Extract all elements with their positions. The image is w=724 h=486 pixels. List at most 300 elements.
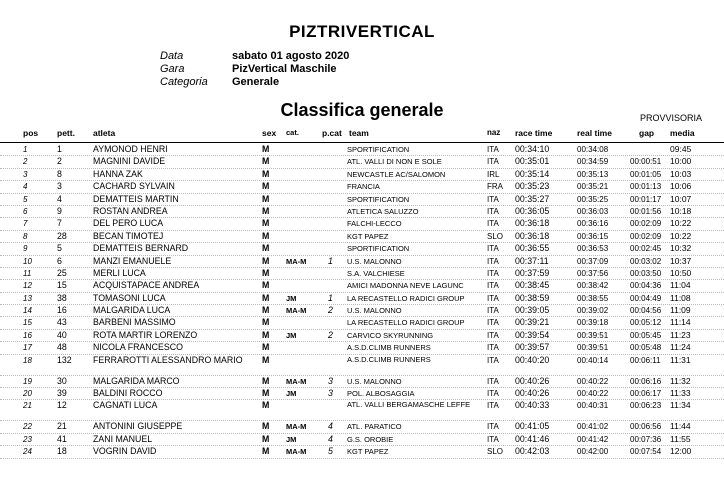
cell-race-time: 00:34:10 [515, 144, 550, 154]
cell-nation: ITA [487, 256, 499, 266]
cell-sex: M [262, 205, 270, 216]
cell-sex: M [262, 342, 270, 353]
cell-bib: 15 [57, 280, 67, 291]
cell-bib: 40 [57, 329, 67, 340]
cell-media: 10:03 [670, 168, 692, 179]
cell-race-time: 00:39:05 [515, 305, 550, 316]
cell-team: ATL. PARATICO [347, 422, 402, 432]
cell-race-time: 00:35:23 [515, 181, 550, 192]
cell-gap: 00:01:56 [630, 206, 662, 216]
cell-nation: ITA [487, 306, 499, 316]
cell-athlete: MERLI LUCA [93, 267, 146, 278]
cell-team: POL. ALBOSAGGIA [347, 389, 415, 399]
cell-team: AMICI MADONNA NEVE LAGUNC [347, 281, 464, 291]
cell-pos: 5 [23, 194, 28, 204]
table-row [0, 388, 724, 400]
cell-pos: 8 [23, 231, 28, 241]
cell-athlete: ANTONINI GIUSEPPE [93, 421, 183, 432]
table-row [0, 400, 724, 421]
cell-race-time: 00:40:33 [515, 400, 550, 411]
cell-sex: M [262, 267, 270, 278]
cell-real-time: 00:37:09 [577, 256, 609, 266]
cell-nation: ITA [487, 376, 499, 386]
col-media: media [670, 128, 695, 138]
cell-gap: 00:06:56 [630, 422, 662, 432]
cell-media: 11:32 [670, 375, 691, 386]
cell-bib: 21 [57, 421, 67, 432]
cell-athlete: DEMATTEIS BERNARD [93, 243, 189, 254]
cell-pos: 2 [23, 157, 28, 167]
cell-media: 10:37 [670, 255, 692, 266]
table-row [0, 434, 724, 446]
cell-athlete: CAGNATI LUCA [93, 400, 158, 411]
cell-race-time: 00:41:46 [515, 433, 550, 444]
cell-athlete: MALGARIDA MARCO [93, 375, 180, 386]
cell-nation: IRL [487, 169, 500, 179]
cell-team: ATL. VALLI DI NON E SOLE [347, 157, 442, 167]
cell-gap: 00:07:54 [630, 447, 662, 457]
cell-real-time: 00:36:53 [577, 244, 609, 254]
cell-category: MA-M [286, 256, 307, 266]
cell-real-time: 00:41:02 [577, 422, 609, 432]
table-row [0, 256, 724, 268]
cell-race-time: 00:41:05 [515, 421, 550, 432]
cell-real-time: 00:36:16 [577, 219, 609, 229]
cell-category: JM [286, 389, 297, 399]
cell-sex: M [262, 375, 270, 386]
cell-pos: 3 [23, 169, 28, 179]
cell-athlete: AYMONOD HENRI [93, 144, 168, 154]
cell-real-time: 00:40:14 [577, 355, 609, 365]
cell-team: G.S. OROBIE [347, 434, 394, 444]
cell-media: 11:44 [670, 421, 691, 432]
cell-athlete: HANNA ZAK [93, 168, 143, 179]
cell-pos: 19 [23, 376, 32, 386]
col-cat: cat. [286, 128, 299, 137]
cell-nation: ITA [487, 194, 499, 204]
cell-pos: 21 [23, 401, 32, 411]
cell-pos: 13 [23, 293, 32, 303]
cell-sex: M [262, 388, 270, 399]
status-label: PROVVISORIA [639, 113, 702, 123]
cell-nation: ITA [487, 219, 499, 229]
col-pett: pett. [57, 128, 75, 138]
cell-team: U.S. MALONNO [347, 256, 402, 266]
cell-athlete: DEMATTEIS MARTIN [93, 193, 179, 204]
cell-bib: 12 [57, 400, 67, 411]
table-row [0, 231, 724, 243]
table-row [0, 317, 724, 329]
cell-media: 11:23 [670, 329, 691, 340]
cell-sex: M [262, 421, 270, 432]
cell-team: A.S.D.CLIMB RUNNERS [347, 343, 431, 353]
cell-category: JM [286, 330, 297, 340]
cell-category-pos: 2 [328, 329, 333, 340]
cell-athlete: DEL PERO LUCA [93, 218, 164, 229]
cell-pos: 10 [23, 256, 32, 266]
cell-sex: M [262, 433, 270, 444]
cell-athlete: BARBENI MASSIMO [93, 317, 176, 328]
cell-race-time: 00:39:21 [515, 317, 550, 328]
cell-media: 10:32 [670, 243, 692, 254]
col-pcat: p.cat [322, 128, 342, 138]
table-row [0, 268, 724, 280]
cell-media: 11:04 [670, 280, 691, 291]
cell-race-time: 00:40:20 [515, 354, 550, 365]
cell-race-time: 00:39:57 [515, 342, 550, 353]
cell-category-pos: 3 [328, 388, 333, 399]
cell-athlete: MAGNINI DAVIDE [93, 156, 166, 167]
cell-nation: ITA [487, 318, 499, 328]
col-pos: pos [23, 128, 39, 138]
meta-label: Categoria [160, 76, 208, 88]
cell-nation: SLO [487, 447, 504, 457]
cell-media: 10:06 [670, 181, 692, 192]
cell-bib: 39 [57, 388, 67, 399]
cell-bib: 48 [57, 342, 67, 353]
cell-sex: M [262, 168, 270, 179]
cell-media: 11:09 [670, 305, 691, 316]
cell-nation: ITA [487, 330, 499, 340]
cell-pos: 14 [23, 306, 32, 316]
cell-media: 09:45 [670, 144, 692, 154]
meta-value: PizVertical Maschile [232, 63, 337, 75]
cell-sex: M [262, 193, 270, 204]
table-row [0, 421, 724, 433]
cell-team: SPORTIFICATION [347, 244, 410, 254]
cell-pos: 11 [23, 268, 32, 278]
table-row [0, 206, 724, 218]
col-gap: gap [639, 128, 655, 138]
cell-pos: 23 [23, 434, 32, 444]
cell-race-time: 00:36:55 [515, 243, 550, 254]
cell-gap: 00:03:02 [630, 256, 662, 266]
meta-date [160, 50, 349, 63]
cell-team: FALCHI-LECCO [347, 219, 402, 229]
cell-sex: M [262, 292, 270, 303]
cell-nation: ITA [487, 343, 499, 353]
race-meta [160, 50, 349, 89]
cell-category: MA-M [286, 376, 307, 386]
cell-real-time: 00:40:22 [577, 389, 609, 399]
cell-media: 10:07 [670, 193, 692, 204]
cell-gap: 00:01:13 [630, 182, 662, 192]
cell-real-time: 00:35:13 [577, 169, 609, 179]
cell-bib: 25 [57, 267, 67, 278]
cell-real-time: 00:42:00 [577, 447, 609, 457]
cell-team: KGT PAPEZ [347, 447, 389, 457]
cell-media: 10:00 [670, 156, 692, 167]
ranking-title: Classifica generale [280, 100, 444, 120]
cell-gap: 00:06:17 [630, 389, 662, 399]
cell-sex: M [262, 305, 270, 316]
cell-bib: 5 [57, 243, 62, 254]
cell-race-time: 00:36:18 [515, 218, 550, 229]
cell-nation: ITA [487, 355, 499, 365]
cell-real-time: 00:41:42 [577, 434, 609, 444]
race-title: PIZTRIVERTICAL [289, 22, 435, 41]
cell-pos: 16 [23, 330, 32, 340]
cell-athlete: CACHARD SYLVAIN [93, 181, 175, 192]
cell-media: 11:33 [670, 388, 691, 399]
cell-pos: 1 [23, 145, 28, 154]
cell-real-time: 00:39:02 [577, 306, 609, 316]
cell-category-pos: 4 [328, 433, 333, 444]
cell-real-time: 00:39:51 [577, 330, 609, 340]
cell-real-time: 00:35:21 [577, 182, 609, 192]
cell-real-time: 00:35:25 [577, 194, 609, 204]
cell-team: S.A. VALCHIESE [347, 268, 405, 278]
cell-media: 10:22 [670, 230, 692, 241]
cell-bib: 3 [57, 181, 62, 192]
cell-sex: M [262, 400, 270, 411]
cell-real-time: 00:34:08 [577, 145, 609, 154]
cell-bib: 43 [57, 317, 67, 328]
cell-team: NEWCASTLE AC/SALOMON [347, 169, 446, 179]
cell-sex: M [262, 446, 270, 457]
cell-nation: FRA [487, 182, 503, 192]
table-row [0, 243, 724, 255]
cell-sex: M [262, 181, 270, 192]
cell-team: U.S. MALONNO [347, 376, 402, 386]
cell-athlete: MALGARIDA LUCA [93, 305, 171, 316]
cell-real-time: 00:37:56 [577, 268, 609, 278]
table-row [0, 330, 724, 342]
cell-pos: 9 [23, 244, 28, 254]
cell-media: 10:50 [670, 267, 692, 278]
cell-nation: ITA [487, 268, 499, 278]
cell-real-time: 00:34:59 [577, 157, 609, 167]
cell-race-time: 00:39:54 [515, 329, 550, 340]
results-table [0, 144, 724, 459]
table-row [0, 218, 724, 230]
cell-gap: 00:03:50 [630, 268, 662, 278]
cell-gap: 00:01:05 [630, 169, 662, 179]
cell-pos: 15 [23, 318, 32, 328]
cell-category-pos: 1 [328, 292, 333, 303]
table-row [0, 355, 724, 376]
cell-category-pos: 5 [328, 446, 333, 457]
cell-athlete: ACQUISTAPACE ANDREA [93, 280, 200, 291]
cell-real-time: 00:39:18 [577, 318, 609, 328]
cell-gap: 00:00:51 [630, 157, 662, 167]
cell-category: MA-M [286, 306, 307, 316]
cell-sex: M [262, 144, 270, 154]
table-row [0, 144, 724, 156]
cell-gap: 00:02:45 [630, 244, 662, 254]
cell-media: 11:34 [670, 400, 691, 411]
cell-nation: ITA [487, 401, 499, 411]
cell-bib: 18 [57, 446, 67, 457]
cell-race-time: 00:40:26 [515, 388, 550, 399]
cell-race-time: 00:35:27 [515, 193, 550, 204]
cell-bib: 38 [57, 292, 67, 303]
cell-category-pos: 3 [328, 375, 333, 386]
table-header [0, 128, 724, 143]
meta-value: Generale [232, 76, 280, 88]
cell-pos: 4 [23, 182, 28, 192]
table-row [0, 169, 724, 181]
cell-bib: 28 [57, 230, 67, 241]
cell-pos: 7 [23, 219, 28, 229]
table-row [0, 342, 724, 354]
cell-athlete: FERRAROTTI ALESSANDRO MARIO [93, 354, 243, 365]
cell-category-pos: 2 [328, 305, 333, 316]
cell-pos: 12 [23, 281, 32, 291]
cell-gap: 00:07:36 [630, 434, 662, 444]
cell-team: FRANCIA [347, 182, 380, 192]
cell-pos: 24 [23, 447, 32, 457]
cell-team: LA RECASTELLO RADICI GROUP [347, 293, 465, 303]
col-sex: sex [262, 128, 277, 138]
cell-bib: 9 [57, 205, 62, 216]
cell-real-time: 00:36:15 [577, 231, 609, 241]
col-athlete: atleta [93, 128, 116, 138]
cell-team: LA RECASTELLO RADICI GROUP [347, 318, 465, 328]
cell-gap: 00:04:49 [630, 293, 662, 303]
cell-bib: 8 [57, 168, 62, 179]
cell-pos: 6 [23, 206, 28, 216]
table-row [0, 156, 724, 168]
cell-bib: 4 [57, 193, 62, 204]
cell-athlete: ROTA MARTIR LORENZO [93, 329, 198, 340]
cell-gap: 00:02:09 [630, 231, 662, 241]
cell-bib: 7 [57, 218, 62, 229]
cell-gap: 00:05:48 [630, 343, 662, 353]
cell-real-time: 00:38:42 [577, 281, 609, 291]
cell-gap: 00:04:56 [630, 306, 662, 316]
cell-team: U.S. MALONNO [347, 306, 402, 316]
cell-category: JM [286, 293, 297, 303]
cell-team: ATLETICA SALUZZO [347, 206, 419, 216]
cell-sex: M [262, 317, 270, 328]
cell-media: 12:00 [670, 446, 692, 457]
cell-race-time: 00:37:11 [515, 255, 549, 266]
table-row [0, 305, 724, 317]
cell-race-time: 00:37:59 [515, 267, 550, 278]
cell-gap: 00:06:23 [630, 401, 662, 411]
cell-athlete: BECAN TIMOTEJ [93, 230, 164, 241]
cell-pos: 18 [23, 355, 32, 365]
cell-real-time: 00:36:03 [577, 206, 609, 216]
cell-gap: 00:02:09 [630, 219, 662, 229]
cell-category-pos: 1 [328, 255, 333, 266]
cell-category: MA-M [286, 422, 307, 432]
cell-race-time: 00:35:14 [515, 168, 550, 179]
table-row [0, 181, 724, 193]
cell-nation: ITA [487, 389, 499, 399]
cell-team: ATL. VALLI BERGAMASCHE LEFFE [347, 400, 471, 410]
cell-sex: M [262, 255, 270, 266]
cell-sex: M [262, 243, 270, 254]
cell-category: JM [286, 434, 297, 444]
cell-pos: 17 [23, 343, 32, 353]
cell-nation: ITA [487, 145, 499, 154]
cell-media: 11:31 [670, 354, 691, 365]
cell-gap: 00:06:16 [630, 376, 662, 386]
cell-real-time: 00:40:22 [577, 376, 609, 386]
cell-media: 11:55 [670, 433, 691, 444]
meta-category [160, 76, 349, 89]
cell-nation: ITA [487, 293, 499, 303]
col-naz: naz [487, 128, 501, 137]
cell-race-time: 00:42:03 [515, 446, 550, 457]
cell-team: SPORTIFICATION [347, 194, 410, 204]
cell-media: 10:22 [670, 218, 692, 229]
cell-nation: ITA [487, 206, 499, 216]
cell-nation: ITA [487, 157, 499, 167]
cell-bib: 16 [57, 305, 67, 316]
table-row [0, 293, 724, 305]
cell-category: MA-M [286, 447, 307, 457]
cell-bib: 6 [57, 255, 62, 266]
cell-bib: 2 [57, 156, 62, 167]
meta-label: Gara [160, 63, 185, 75]
cell-sex: M [262, 156, 270, 167]
cell-pos: 22 [23, 422, 32, 432]
cell-athlete: TOMASONI LUCA [93, 292, 166, 303]
cell-gap: 00:01:17 [630, 194, 662, 204]
cell-bib: 30 [57, 375, 67, 386]
table-row [0, 194, 724, 206]
cell-bib: 41 [57, 433, 67, 444]
cell-nation: ITA [487, 281, 499, 291]
cell-media: 11:14 [670, 317, 691, 328]
table-row [0, 446, 724, 458]
table-row [0, 376, 724, 388]
cell-nation: SLO [487, 231, 504, 241]
col-real-time: real time [577, 128, 612, 138]
meta-label: Data [160, 50, 184, 62]
cell-sex: M [262, 354, 270, 365]
cell-real-time: 00:39:51 [577, 343, 609, 353]
cell-athlete: NICOLA FRANCESCO [93, 342, 183, 353]
cell-team: SPORTIFICATION [347, 145, 410, 154]
cell-gap: 00:04:36 [630, 281, 662, 291]
cell-gap: 00:05:45 [630, 330, 662, 340]
cell-nation: ITA [487, 422, 499, 432]
cell-race-time: 00:40:26 [515, 375, 550, 386]
cell-real-time: 00:38:55 [577, 293, 609, 303]
cell-gap: 00:05:12 [630, 318, 662, 328]
table-row [0, 280, 724, 292]
cell-athlete: ROSTAN ANDREA [93, 205, 168, 216]
cell-nation: ITA [487, 244, 499, 254]
cell-athlete: ZANI MANUEL [93, 433, 153, 444]
cell-sex: M [262, 280, 270, 291]
cell-media: 10:18 [670, 205, 692, 216]
cell-race-time: 00:35:01 [515, 156, 550, 167]
cell-race-time: 00:38:45 [515, 280, 550, 291]
cell-race-time: 00:36:18 [515, 230, 550, 241]
cell-athlete: MANZI EMANUELE [93, 255, 172, 266]
cell-category-pos: 4 [328, 421, 333, 432]
col-race-time: race time [515, 128, 553, 138]
cell-media: 11:24 [670, 342, 691, 353]
cell-real-time: 00:40:31 [577, 401, 609, 411]
cell-team: A.S.D.CLIMB RUNNERS [347, 354, 431, 364]
cell-team: KGT PAPEZ [347, 231, 389, 241]
cell-pos: 20 [23, 389, 32, 399]
cell-nation: ITA [487, 434, 499, 444]
meta-race [160, 63, 349, 76]
cell-bib: 132 [57, 354, 72, 365]
cell-sex: M [262, 218, 270, 229]
meta-value: sabato 01 agosto 2020 [232, 50, 350, 62]
cell-bib: 1 [57, 144, 62, 154]
cell-race-time: 00:38:59 [515, 292, 550, 303]
cell-athlete: BALDINI ROCCO [93, 388, 163, 399]
